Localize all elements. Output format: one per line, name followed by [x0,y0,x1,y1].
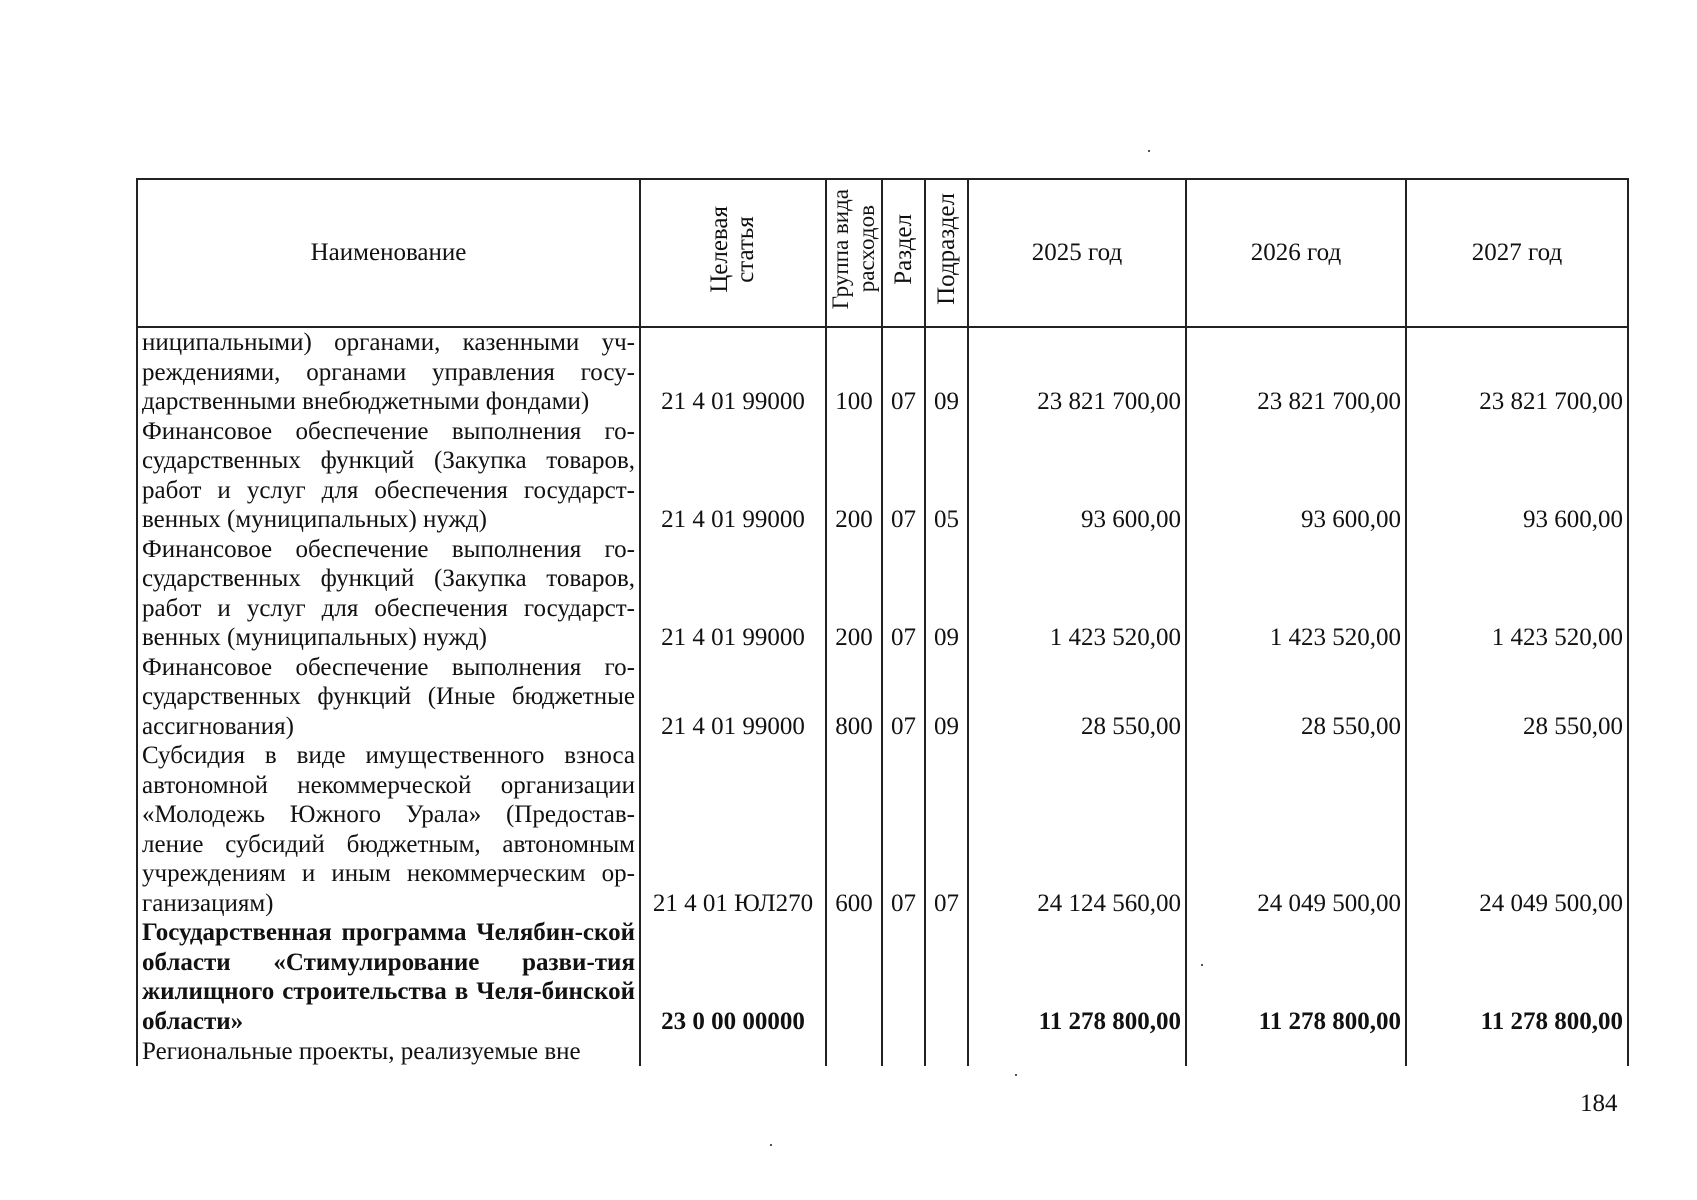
row-name: Финансовое обеспечение выполнения го-сударственных функций (Закупка товаров, работ и услуг для обеспечения государст-венных (муниципальных) нужд) [137,417,640,535]
row-amount-2026: 11 278 800,00 [1186,918,1406,1036]
row-subsection [925,918,968,1036]
row-amount-2025: 28 550,00 [968,653,1186,742]
row-name: ниципальными) органами, казенными уч-реждениями, органами управления госу-дарственными внебюджетными фондами) [137,327,640,417]
empty-cell [1186,1036,1406,1066]
row-name: Субсидия в виде имущественного взноса автономной некоммерческой организации «Молодежь Южного Урала» (Предостав-ление субсидий бюджетным, автономным учреждениям и иным некоммерческим ор-ганизациям) [137,741,640,918]
row-name: Государственная программа Челябин-ской области «Стимулирование разви-тия жилищного строительства в Челя-бинской области» [137,918,640,1036]
table-row [137,417,1628,535]
row-amount-2025: 93 600,00 [968,417,1186,535]
row-subsection: 07 [925,741,968,918]
table-row [137,918,1628,1036]
row-amount-2026: 24 049 500,00 [1186,741,1406,918]
row-amount-2026: 1 423 520,00 [1186,535,1406,653]
header-2025: 2025 год [968,179,1186,327]
row-section: 07 [882,327,925,417]
row-section [882,918,925,1036]
row-amount-2027: 24 049 500,00 [1406,741,1628,918]
row-expense-group: 200 [826,417,882,535]
row-name: Региональные проекты, реализуемые вне [137,1036,640,1066]
header-2026: 2026 год [1186,179,1406,327]
empty-cell [925,1036,968,1066]
row-amount-2027: 28 550,00 [1406,653,1628,742]
row-amount-2026: 23 821 700,00 [1186,327,1406,417]
row-amount-2025: 11 278 800,00 [968,918,1186,1036]
row-subsection: 09 [925,535,968,653]
empty-cell [826,1036,882,1066]
header-2027: 2027 год [1406,179,1628,327]
budget-table [136,178,1629,1066]
row-name: Финансовое обеспечение выполнения го-сударственных функций (Иные бюджетные ассигнования) [137,653,640,742]
scan-speck [770,1144,772,1146]
row-amount-2027: 23 821 700,00 [1406,327,1628,417]
header-name: Наименование [137,179,640,327]
row-subsection: 05 [925,417,968,535]
row-amount-2027: 93 600,00 [1406,417,1628,535]
row-amount-2027: 1 423 520,00 [1406,535,1628,653]
row-target-article: 21 4 01 ЮЛ270 [640,741,826,918]
table-row [137,653,1628,742]
row-target-article: 21 4 01 99000 [640,535,826,653]
row-section: 07 [882,417,925,535]
scan-speck [1015,1074,1017,1076]
table-header-row [137,179,1628,327]
table-body [137,327,1628,1066]
page-number: 184 [1580,1090,1618,1117]
row-subsection: 09 [925,327,968,417]
row-target-article: 21 4 01 99000 [640,327,826,417]
row-amount-2026: 93 600,00 [1186,417,1406,535]
header-section: Раздел [882,179,925,327]
row-target-article: 21 4 01 99000 [640,653,826,742]
row-amount-2027: 11 278 800,00 [1406,918,1628,1036]
row-target-article: 23 0 00 00000 [640,918,826,1036]
scan-speck [1201,964,1203,966]
table-row [137,741,1628,918]
header-expense-group: Группа вида расходов [826,179,882,327]
row-expense-group: 800 [826,653,882,742]
row-amount-2025: 23 821 700,00 [968,327,1186,417]
row-expense-group: 100 [826,327,882,417]
header-subsection: Подраздел [925,179,968,327]
row-amount-2025: 24 124 560,00 [968,741,1186,918]
empty-cell [968,1036,1186,1066]
row-section: 07 [882,741,925,918]
row-expense-group [826,918,882,1036]
table-row [137,535,1628,653]
header-target-article: Целевая статья [640,179,826,327]
scan-speck [1148,150,1150,152]
empty-cell [640,1036,826,1066]
row-expense-group: 600 [826,741,882,918]
row-amount-2025: 1 423 520,00 [968,535,1186,653]
row-target-article: 21 4 01 99000 [640,417,826,535]
table-row-continued [137,1036,1628,1066]
empty-cell [1406,1036,1628,1066]
row-amount-2026: 28 550,00 [1186,653,1406,742]
row-section: 07 [882,653,925,742]
row-section: 07 [882,535,925,653]
row-expense-group: 200 [826,535,882,653]
empty-cell [882,1036,925,1066]
row-name: Финансовое обеспечение выполнения го-сударственных функций (Закупка товаров, работ и услуг для обеспечения государст-венных (муниципальных) нужд) [137,535,640,653]
table-row [137,327,1628,417]
row-subsection: 09 [925,653,968,742]
